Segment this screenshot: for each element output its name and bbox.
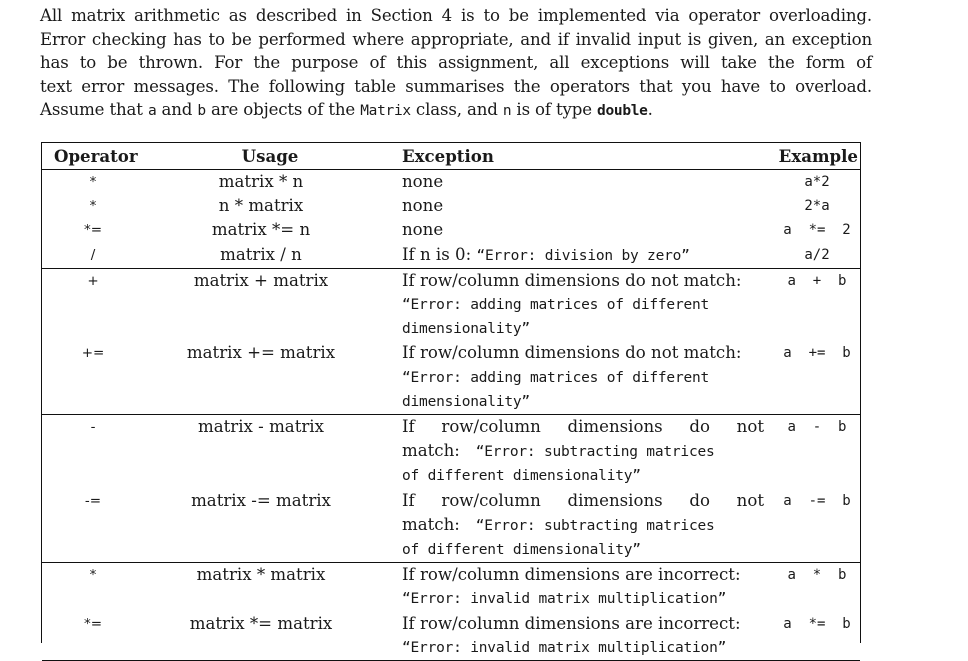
cell-operator: *: [89, 198, 97, 215]
table-row: [42, 489, 860, 563]
exception-message-line-1: “Error: subtracting matrices: [475, 517, 715, 534]
text-fragment: is of type: [511, 100, 598, 120]
cell-usage: matrix + matrix: [193, 270, 329, 290]
exception-message-line-2: dimensionality”: [402, 321, 530, 338]
cell-exception: [400, 341, 770, 414]
cell-exception: none: [402, 172, 444, 191]
text-fragment: Assume that: [40, 100, 148, 120]
cell-usage: matrix *= n: [211, 220, 311, 240]
text-fragment: are objects of the: [205, 100, 361, 120]
code-matrix: Matrix: [360, 103, 411, 120]
cell-example: a - b: [787, 419, 847, 436]
cell-usage: matrix / n: [220, 244, 302, 264]
exception-condition-cont: [402, 439, 764, 464]
exception-message-line-1: “Error: subtracting matrices: [475, 444, 715, 461]
text-fragment: .: [647, 100, 653, 120]
cell-exception: [400, 243, 770, 269]
exception-message-line-2: of different dimensionality”: [402, 468, 641, 485]
cell-example: a *= b: [783, 615, 851, 632]
cell-exception: [400, 489, 770, 563]
intro-paragraph: [40, 4, 872, 124]
cell-usage: matrix * n: [218, 172, 304, 191]
table-header: [42, 143, 860, 170]
cell-example: a += b: [783, 345, 851, 362]
table-group-addition: [42, 268, 860, 414]
cell-usage: matrix += matrix: [186, 343, 336, 363]
text-fragment: class, and: [410, 100, 503, 120]
cell-operator: *=: [83, 615, 103, 632]
cell-example: a/2: [804, 246, 830, 263]
exception-message-line-2: of different dimensionality”: [402, 542, 641, 559]
exception-condition: If row/column dimensions do not: [402, 490, 764, 510]
header-usage: Usage: [152, 143, 400, 170]
cell-operator: -=: [84, 492, 102, 509]
paragraph-line-1: All matrix arithmetic as described in Section 4 is to be implemented via operator overloading.: [40, 6, 872, 25]
exception-condition: If n is 0:: [402, 244, 477, 264]
paragraph-line-4: text error messages. The following table summarises the operators that you have to overload.: [40, 76, 872, 96]
exception-condition-end: match:: [402, 514, 460, 534]
exception-condition: If row/column dimensions do not match:: [402, 343, 742, 363]
exception-condition: If row/column dimensions do not: [402, 417, 764, 437]
cell-operator: *: [89, 567, 97, 584]
table-row: [42, 415, 860, 489]
table-group-scalar: [42, 170, 860, 269]
exception-message-line-1: “Error: adding matrices of different: [402, 297, 710, 314]
operator-table: [42, 143, 860, 661]
code-double: double: [597, 103, 648, 120]
header-example: Example: [770, 143, 860, 170]
text-fragment: and: [156, 100, 198, 120]
cell-example: a + b: [787, 272, 847, 289]
cell-example: a *= 2: [783, 222, 851, 239]
cell-operator: *: [89, 174, 97, 190]
cell-operator: -: [90, 419, 96, 436]
exception-condition-end: match:: [402, 441, 460, 461]
cell-example: a*2: [804, 174, 830, 190]
operator-table-container: [41, 142, 861, 656]
cell-usage: matrix - matrix: [198, 417, 324, 437]
exception-message: “Error: invalid matrix multiplication”: [402, 639, 727, 656]
table-row: [42, 194, 860, 218]
paragraph-line-3: has to be thrown. For the purpose of this assignment, all exceptions will take the form of: [40, 53, 872, 73]
table-row: [42, 218, 860, 242]
cell-exception: [400, 563, 770, 612]
cell-usage: matrix *= matrix: [189, 613, 333, 633]
cell-usage: matrix * matrix: [196, 565, 326, 585]
cell-operator: +: [87, 272, 99, 289]
table-row: [42, 341, 860, 414]
header-exception: Exception: [400, 143, 770, 170]
exception-message: “Error: invalid matrix multiplication”: [402, 591, 727, 608]
code-b: b: [197, 103, 206, 120]
cell-operator: +=: [81, 345, 105, 362]
cell-exception: none: [402, 220, 444, 240]
exception-message: “Error: division by zero”: [476, 247, 690, 264]
code-n: n: [502, 103, 512, 120]
cell-exception: none: [402, 196, 444, 216]
exception-message-line-2: dimensionality”: [402, 393, 530, 410]
cell-usage: n * matrix: [218, 196, 304, 216]
exception-message-line-1: “Error: adding matrices of different: [402, 369, 710, 386]
table-row: [42, 563, 860, 612]
table-group-multiplication: [42, 563, 860, 661]
code-a: a: [147, 103, 157, 120]
cell-operator: /: [90, 246, 96, 263]
cell-example: a -= b: [783, 492, 851, 509]
exception-condition: If row/column dimensions are incorrect:: [402, 565, 741, 585]
cell-exception: [400, 268, 770, 341]
cell-example: 2*a: [804, 198, 830, 215]
paragraph-line-2: Error checking has to be performed where appropriate, and if invalid input is given, an exception: [40, 29, 872, 49]
cell-exception: [400, 612, 770, 661]
table-group-subtraction: [42, 415, 860, 563]
exception-condition-cont: [402, 513, 764, 538]
cell-operator: *=: [83, 222, 103, 239]
table-row: [42, 612, 860, 661]
cell-example: a * b: [787, 567, 847, 584]
cell-usage: matrix -= matrix: [191, 490, 331, 510]
header-operator: Operator: [42, 143, 152, 170]
table-row: [42, 243, 860, 269]
table-row: [42, 170, 860, 195]
cell-exception: [400, 415, 770, 489]
exception-condition: If row/column dimensions are incorrect:: [402, 613, 741, 633]
table-row: [42, 268, 860, 341]
exception-condition: If row/column dimensions do not match:: [402, 270, 742, 290]
paragraph-line-5: [40, 98, 872, 124]
